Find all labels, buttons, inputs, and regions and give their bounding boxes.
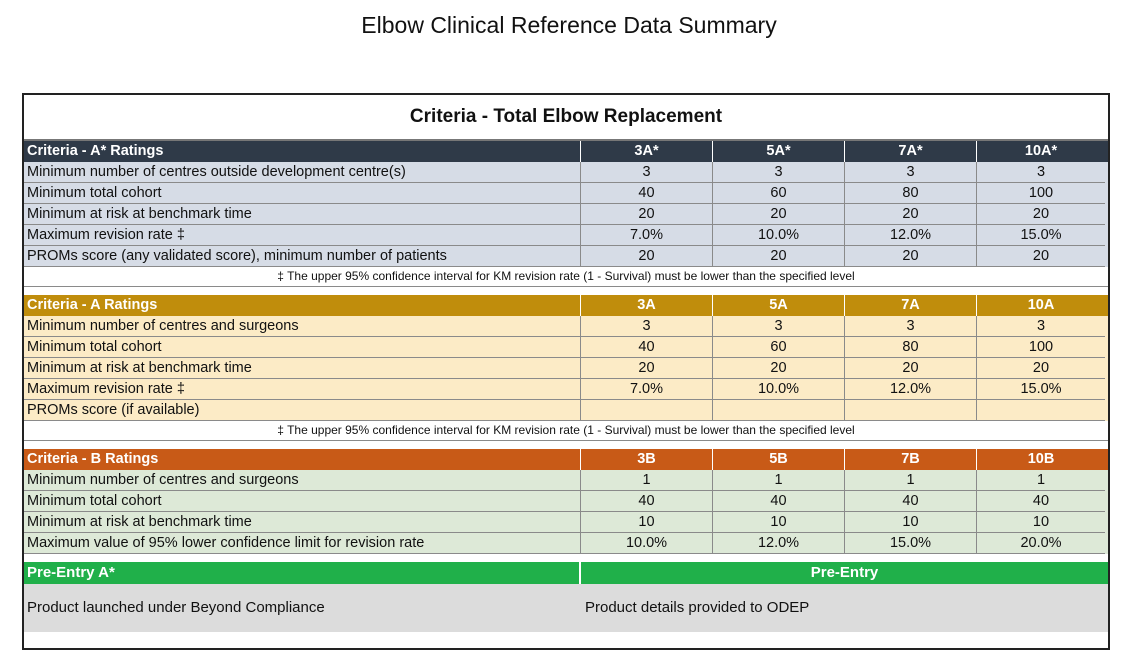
criteria-label: Minimum number of centres and surgeons [24, 316, 581, 337]
table-cell: 20 [977, 204, 1105, 225]
table-cell: 20 [581, 204, 713, 225]
criteria-label: Minimum at risk at benchmark time [24, 204, 581, 225]
table-cell: 10 [977, 512, 1105, 533]
table-cell: 80 [845, 183, 977, 204]
table-cell: 100 [977, 183, 1105, 204]
header-cell: 5A [713, 295, 845, 316]
table-cell: 20 [977, 358, 1105, 379]
table-row [24, 491, 1108, 512]
table-cell: 10 [581, 512, 713, 533]
b-header-row [24, 449, 1108, 470]
table-cell: 3 [581, 316, 713, 337]
table-cell: 12.0% [845, 379, 977, 400]
table-cell: 20 [713, 204, 845, 225]
pre-entry-astar-header: Pre-Entry A* [24, 562, 581, 584]
table-cell: 100 [977, 337, 1105, 358]
criteria-label: Minimum number of centres and surgeons [24, 470, 581, 491]
criteria-label: Minimum at risk at benchmark time [24, 358, 581, 379]
table-cell: 60 [713, 183, 845, 204]
pre-entry-header: Pre-Entry [810, 564, 879, 581]
header-cell: 10B [1027, 451, 1055, 467]
table-cell: 1 [581, 470, 713, 491]
table-cell: 3 [845, 162, 977, 183]
table-cell [845, 400, 977, 421]
table-cell: 20 [713, 246, 845, 267]
table-cell: 3 [977, 162, 1105, 183]
table-cell: 1 [713, 470, 845, 491]
table-cell: 20 [581, 358, 713, 379]
table-cell: 40 [581, 337, 713, 358]
header-cell: 10A [1027, 297, 1055, 313]
table-cell: 3 [977, 316, 1105, 337]
table-cell: 20 [845, 204, 977, 225]
table-cell: 1 [977, 470, 1105, 491]
table-cell: 7.0% [581, 225, 713, 246]
table-cell: 15.0% [977, 379, 1105, 400]
table-row [24, 316, 1108, 337]
pre-entry-body-row [24, 584, 1108, 632]
table-cell: 1 [845, 470, 977, 491]
header-cell: 5B [713, 449, 845, 470]
table-row [24, 470, 1108, 491]
header-cell: 7B [845, 449, 977, 470]
table-cell: 3 [845, 316, 977, 337]
criteria-label: Minimum total cohort [24, 337, 581, 358]
criteria-table [22, 93, 1110, 650]
table-cell: 40 [581, 491, 713, 512]
table-cell: 7.0% [581, 379, 713, 400]
table-cell: 12.0% [845, 225, 977, 246]
section-spacer [24, 287, 1108, 295]
criteria-label: Maximum revision rate ‡ [24, 225, 581, 246]
table-cell: 20.0% [977, 533, 1105, 554]
table-title: Criteria - Total Elbow Replacement [24, 95, 1108, 141]
header-cell: 3A [581, 295, 713, 316]
table-cell: 40 [581, 183, 713, 204]
table-cell: 10 [845, 512, 977, 533]
table-row [24, 204, 1108, 225]
table-row [24, 358, 1108, 379]
table-cell: 20 [845, 246, 977, 267]
table-cell: 20 [713, 358, 845, 379]
table-cell: 80 [845, 337, 977, 358]
pre-entry-criteria: Product details provided to ODEP [585, 599, 810, 616]
table-cell: 40 [845, 491, 977, 512]
table-cell: 40 [977, 491, 1105, 512]
table-cell: 15.0% [845, 533, 977, 554]
header-cell: 5A* [713, 141, 845, 162]
revision-rate-footnote: ‡ The upper 95% confidence interval for KM revision rate (1 - Survival) must be lower than the specified level [24, 267, 1108, 287]
header-cell: Criteria - A Ratings [24, 295, 581, 316]
table-row [24, 337, 1108, 358]
criteria-label: Maximum value of 95% lower confidence limit for revision rate [24, 533, 581, 554]
header-cell: 7A [845, 295, 977, 316]
table-cell: 20 [845, 358, 977, 379]
criteria-label: PROMs score (if available) [24, 400, 581, 421]
table-cell: 3 [581, 162, 713, 183]
table-cell: 20 [581, 246, 713, 267]
section-spacer [24, 441, 1108, 449]
header-cell: Criteria - A* Ratings [24, 141, 581, 162]
astar-header-row [24, 141, 1108, 162]
table-cell: 12.0% [713, 533, 845, 554]
header-cell: 10A* [1024, 143, 1058, 159]
table-cell: 10.0% [713, 225, 845, 246]
page-title: Elbow Clinical Reference Data Summary [361, 12, 777, 38]
table-cell: 20 [977, 246, 1105, 267]
a-header-row [24, 295, 1108, 316]
table-cell: 3 [713, 316, 845, 337]
table-cell: 10.0% [581, 533, 713, 554]
table-cell: 15.0% [977, 225, 1105, 246]
criteria-label: Minimum number of centres outside development centre(s) [24, 162, 581, 183]
criteria-label: Maximum revision rate ‡ [24, 379, 581, 400]
table-row [24, 225, 1108, 246]
section-spacer [24, 554, 1108, 562]
table-cell [713, 400, 845, 421]
table-cell: 40 [713, 491, 845, 512]
table-cell: 3 [713, 162, 845, 183]
table-cell [581, 400, 713, 421]
header-cell: 3B [581, 449, 713, 470]
revision-rate-footnote: ‡ The upper 95% confidence interval for KM revision rate (1 - Survival) must be lower than the specified level [24, 421, 1108, 441]
table-row [24, 246, 1108, 267]
table-row [24, 162, 1108, 183]
table-row [24, 379, 1108, 400]
header-cell: Criteria - B Ratings [24, 449, 581, 470]
table-cell: 10.0% [713, 379, 845, 400]
header-cell: 7A* [845, 141, 977, 162]
criteria-label: PROMs score (any validated score), minimum number of patients [24, 246, 581, 267]
criteria-label: Minimum at risk at benchmark time [24, 512, 581, 533]
pre-entry-astar-criteria: Product launched under Beyond Compliance [27, 599, 325, 616]
header-cell: 3A* [581, 141, 713, 162]
table-cell [977, 400, 1105, 421]
table-cell: 10 [713, 512, 845, 533]
pre-entry-header-row [24, 562, 1108, 584]
table-row [24, 183, 1108, 204]
table-row [24, 533, 1108, 554]
table-row [24, 400, 1108, 421]
table-cell: 60 [713, 337, 845, 358]
criteria-label: Minimum total cohort [24, 183, 581, 204]
criteria-label: Minimum total cohort [24, 491, 581, 512]
table-row [24, 512, 1108, 533]
